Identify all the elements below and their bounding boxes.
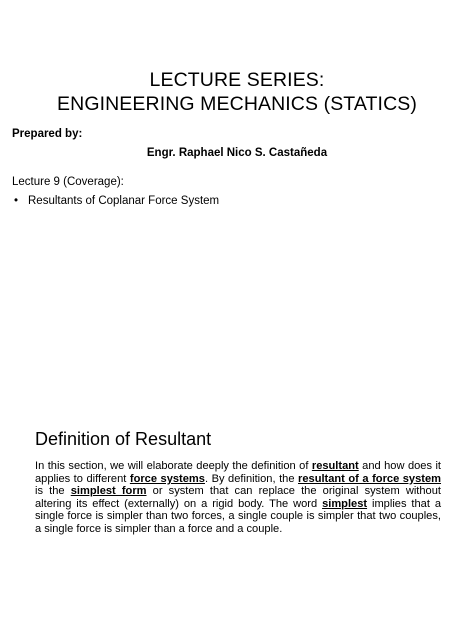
definition-paragraph [35, 460, 441, 536]
title-line-1: LECTURE SERIES: [149, 69, 325, 91]
coverage-bullet-item [14, 195, 219, 207]
emphasized-term: force systems [129, 472, 205, 485]
lecture-coverage-label: Lecture 9 (Coverage): [12, 176, 124, 188]
title-line-2: ENGINEERING MECHANICS (STATICS) [57, 93, 417, 115]
paragraph-text: In this section, we will elaborate deeply the definition of [35, 460, 312, 472]
definition-slide [0, 316, 474, 632]
emphasized-term: simplest form [70, 485, 147, 498]
section-title: Definition of Resultant [35, 429, 212, 449]
paragraph-text: . By definition, the [204, 472, 299, 485]
bullet-icon: • [14, 195, 19, 207]
paragraph-text: is the [35, 485, 71, 498]
lecture-title [0, 68, 474, 116]
paragraph-text: and how does it applies to different [35, 460, 441, 485]
prepared-by-label: Prepared by: [12, 128, 83, 140]
emphasized-term: resultant [311, 460, 359, 472]
paragraph-text: implies that a single force is simpler than two forces, a single couple is simpler that two couples, a single force is simpler than a force and a couple. [35, 497, 441, 535]
emphasized-term: simplest [322, 497, 368, 510]
paragraph-text: or system that can replace the original system without altering its effect (externally) on a rigid body. The word [35, 485, 441, 510]
emphasized-term: resultant of a force system [298, 472, 442, 485]
coverage-bullet-text: Resultants of Coplanar Force System [28, 195, 220, 207]
author-name: Engr. Raphael Nico S. Castañeda [146, 147, 328, 159]
